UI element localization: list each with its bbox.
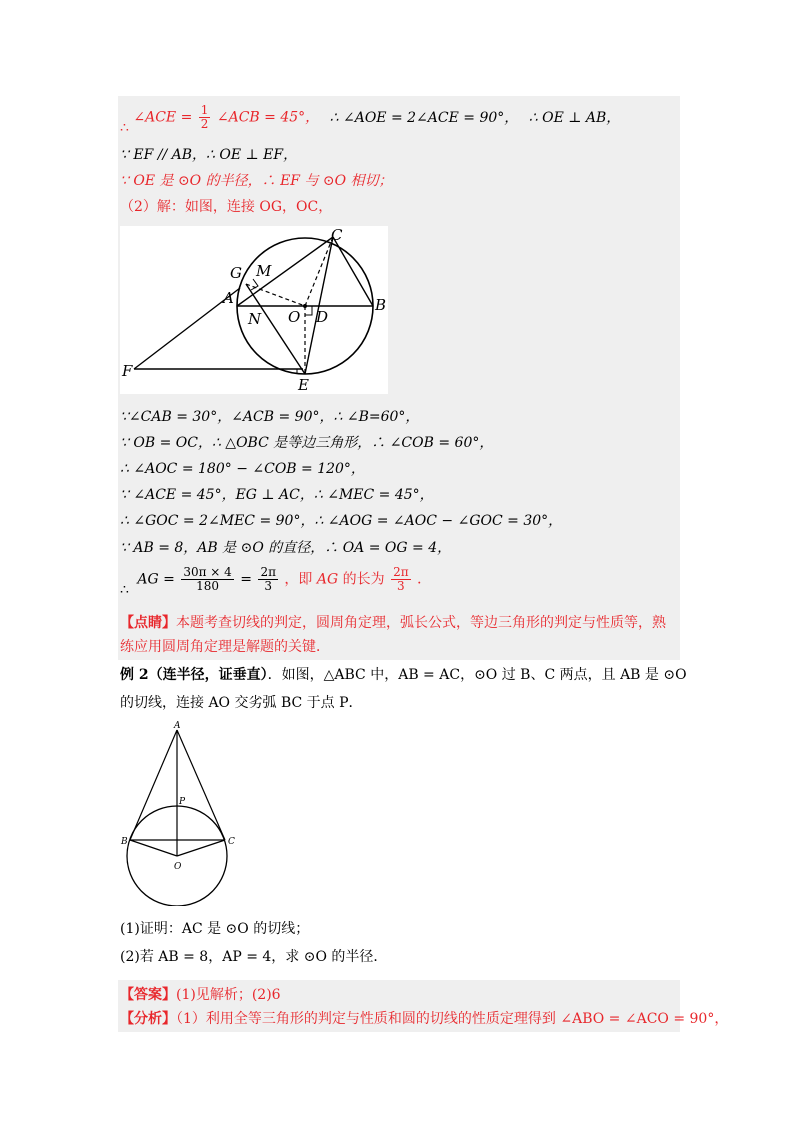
fig2-label-B: B — [121, 837, 128, 847]
fig2-label-C: C — [228, 837, 235, 847]
comment-line-1: 【点睛】本题考查切线的判定，圆周角定理，弧长公式，等边三角形的判定与性质等，熟 — [120, 615, 666, 631]
figure-1-svg — [120, 226, 388, 394]
fig1-label-M: M — [256, 262, 272, 280]
figure-2-svg — [118, 716, 248, 906]
analysis-line: 【分析】（1）利用全等三角形的判定与性质和圆的切线的性质定理得到 ∠ABO = ∠ACO = 90°， — [120, 1011, 729, 1027]
fig1-label-G: G — [230, 264, 242, 282]
solution-line-7: ∴ ∠AOC = 180° − ∠COB = 120°， — [120, 461, 365, 477]
question-1: (1)证明：AC 是 ⊙O 的切线； — [120, 921, 310, 937]
answer-line: 【答案】(1)见解析；(2)6 — [120, 987, 281, 1003]
comment-line-2: 练应用圆周角定理是解题的关键． — [120, 639, 330, 655]
analysis-tag: 【分析】 — [120, 1011, 176, 1027]
example-2-title: 例 2（连半径，证垂直） — [120, 667, 268, 683]
solution-line-8: ∵ ∠ACE = 45°，EG ⊥ AC，∴ ∠MEC = 45°， — [120, 487, 434, 503]
fig2-label-P: P — [179, 797, 186, 807]
fig1-label-F: F — [122, 362, 133, 380]
fraction-half: $\frac{1}{2}$ — [200, 103, 209, 131]
solution-line-2: ∵ EF // AB，∴ OE ⊥ EF， — [120, 147, 298, 163]
solution-line-9: ∴ ∠GOC = 2∠MEC = 90°，∴ ∠AOG = ∠AOC − ∠GOC = 30°， — [120, 513, 563, 529]
solution-line-10: ∵ AB = 8，AB 是 ⊙O 的直径，∴ OA = OG = 4， — [120, 540, 452, 556]
fig1-label-N: N — [248, 310, 262, 328]
answer-tag: 【答案】 — [120, 987, 176, 1003]
figure-circle-tangent — [120, 226, 388, 394]
fig1-label-O: O — [288, 308, 301, 326]
solution-line-4: （2）解：如图，连接 OG，OC， — [120, 199, 333, 215]
fig1-label-B: B — [375, 296, 387, 314]
question-2: (2)若 AB = 8，AP = 4，求 ⊙O 的半径． — [120, 949, 388, 965]
solution-line-1: ∴ ∠ACE = $\frac{1}{2}$ ∠ACB = 45°， ∴ ∠AOE = 2∠ACE = 90°， ∴ OE ⊥ AB， — [120, 103, 621, 136]
fig1-label-D: D — [316, 308, 329, 326]
fraction-arc-formula: $\frac{30\pi \times 4}{180}$ — [183, 565, 232, 593]
fig1-label-A: A — [223, 289, 234, 307]
example-2-line-1: 例 2（连半径，证垂直）．如图，△ABC 中，AB = AC，⊙O 过 B、C 两点，且 AB 是 ⊙O — [120, 667, 687, 683]
fig1-label-C: C — [331, 226, 343, 244]
fig2-label-A: A — [174, 721, 181, 731]
solution-line-3: ∵ OE 是 ⊙O 的半径，∴ EF 与 ⊙O 相切； — [120, 173, 393, 189]
solution-line-5: ∵∠CAB = 30°，∠ACB = 90°，∴ ∠B=60°， — [120, 409, 420, 425]
solution-line-11: ∴ AG = $\frac{30\pi \times 4}{180}$ = $\frac{2\pi}{3}$ ，即 AG 的长为 $\frac{2\pi}{3}$ ． — [120, 565, 432, 598]
fig2-label-O: O — [174, 862, 182, 872]
fig1-label-E: E — [298, 376, 309, 394]
solution-line-6: ∵ OB = OC，∴ △OBC 是等边三角形，∴ ∠COB = 60°， — [120, 435, 494, 451]
example-2-line-2: 的切线，连接 AO 交劣弧 BC 于点 P． — [120, 695, 363, 711]
fraction-arc-answer: $\frac{2\pi}{3}$ — [393, 565, 409, 593]
fraction-arc-result: $\frac{2\pi}{3}$ — [260, 565, 276, 593]
comment-tag: 【点睛】 — [120, 615, 176, 631]
figure-tangent-triangle — [118, 716, 248, 906]
